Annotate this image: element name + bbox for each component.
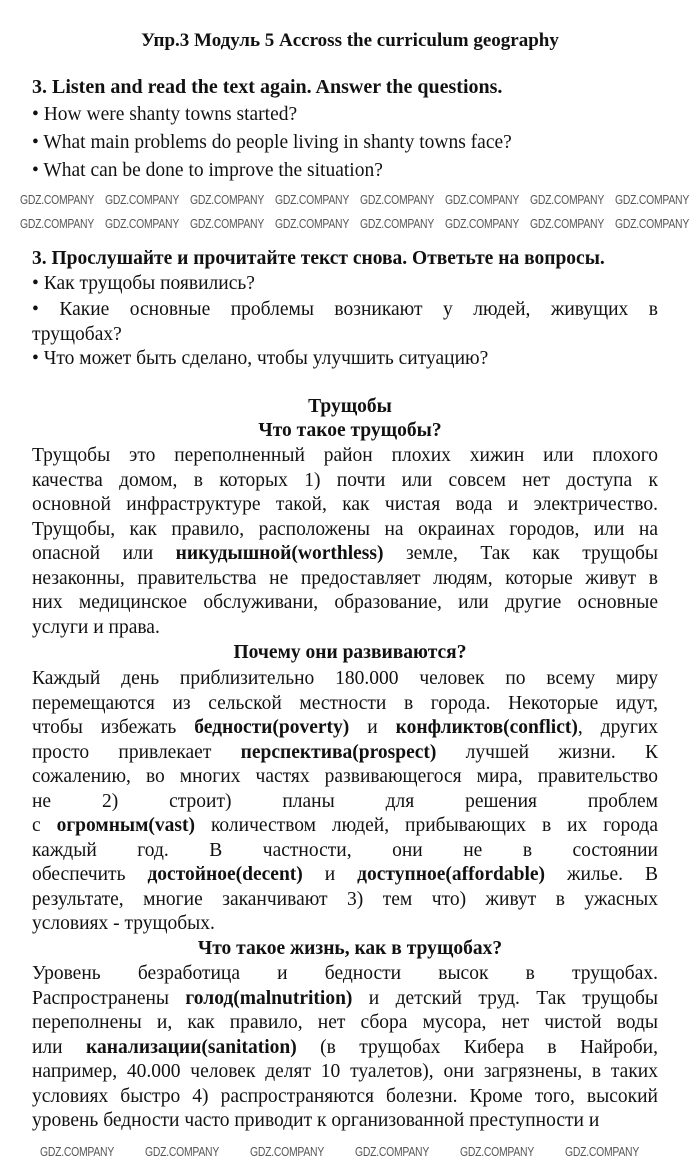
text-segment: результате, многие заканчивают 3) тем что) живут в ужасных bbox=[32, 888, 658, 910]
text-segment: , других bbox=[577, 717, 658, 738]
text-line bbox=[32, 591, 658, 616]
watermark: GDZ.COMPANY bbox=[190, 192, 265, 207]
section-body bbox=[32, 667, 658, 937]
watermark: GDZ.COMPANY bbox=[530, 192, 605, 207]
watermark: GDZ.COMPANY bbox=[20, 216, 95, 231]
text-segment: основной инфраструктуре такой, как чистая вода и электричество. bbox=[32, 494, 658, 515]
text-line bbox=[32, 542, 658, 567]
bold-term: канализации(sanitation) bbox=[86, 1036, 297, 1058]
text-line bbox=[32, 567, 658, 592]
question-continued: трущобах? bbox=[32, 323, 122, 345]
text-line bbox=[32, 814, 658, 839]
bold-term: конфликтов(conflict) bbox=[395, 717, 578, 738]
text-line bbox=[32, 912, 658, 937]
text-segment: Распространены bbox=[32, 987, 186, 1009]
watermark: GDZ.COMPANY bbox=[445, 216, 520, 231]
text-line bbox=[32, 469, 658, 494]
text-line bbox=[32, 1085, 658, 1110]
text-segment: опасной или bbox=[32, 543, 176, 564]
text-line bbox=[32, 1036, 658, 1061]
watermark: GDZ.COMPANY bbox=[190, 216, 265, 231]
text-segment: например, 40.000 человек делят 10 туалетов), они загрязнены, в таких bbox=[32, 1061, 658, 1082]
text-segment: лучшей жизни. К bbox=[436, 741, 658, 763]
bold-term: голод(malnutrition) bbox=[185, 987, 353, 1009]
russian-task-heading: 3. Прослушайте и прочитайте текст снова. Ответьте на вопросы. bbox=[32, 248, 605, 269]
text-segment: услуги и права. bbox=[32, 616, 160, 638]
text-line bbox=[32, 493, 658, 518]
text-segment: условиях быстро 4) распространяются болезни. Кроме того, высокий bbox=[32, 1085, 658, 1107]
text-segment: Каждый день приблизительно 180.000 человек по всему миру bbox=[32, 668, 658, 689]
text-segment: незаконны, правительства не предоставляет людям, которые живут в bbox=[32, 567, 658, 589]
bold-term: перспектива(prospect) bbox=[240, 741, 437, 763]
text-line bbox=[32, 790, 658, 815]
text-segment: чтобы избежать bbox=[32, 717, 195, 738]
section-heading: Что такое трущобы? bbox=[258, 420, 442, 441]
watermark: GDZ.COMPANY bbox=[360, 216, 435, 231]
text-line bbox=[32, 839, 658, 864]
text-segment: и bbox=[302, 864, 358, 885]
text-segment: них медицинское обслуживани, образование, или другие основные bbox=[32, 592, 658, 613]
russian-questions bbox=[32, 272, 658, 372]
text-segment: обеспечить bbox=[32, 864, 148, 885]
text-segment: количеством людей, прибывающих в их города bbox=[195, 815, 658, 836]
bold-term: бедности(poverty) bbox=[194, 717, 350, 738]
text-line bbox=[32, 987, 658, 1012]
section-heading: Что такое жизнь, как в трущобах? bbox=[197, 938, 503, 959]
text-line bbox=[32, 1011, 658, 1036]
question: • Что может быть сделано, чтобы улучшить ситуацию? bbox=[32, 348, 489, 369]
watermark: GDZ.COMPANY bbox=[20, 192, 95, 207]
text-segment: Уровень безработица и бедности высок в трущобах. bbox=[32, 963, 658, 984]
text-line bbox=[32, 616, 658, 641]
page-title: Упр.3 Модуль 5 Accross the curriculum geography bbox=[141, 30, 559, 51]
watermark: GDZ.COMPANY bbox=[145, 1144, 220, 1159]
watermark: GDZ.COMPANY bbox=[40, 1144, 115, 1159]
text-line bbox=[32, 888, 658, 913]
text-segment: жилье. В bbox=[545, 864, 658, 885]
text-segment: перемещаются из сельской местности в города. Некоторые идут, bbox=[32, 692, 658, 714]
watermark: GDZ.COMPANY bbox=[615, 216, 690, 231]
section-heading: Почему они развиваются? bbox=[233, 642, 467, 663]
watermark: GDZ.COMPANY bbox=[460, 1144, 535, 1159]
text-segment: с bbox=[32, 815, 57, 836]
text-segment: земле, Так как трущобы bbox=[383, 543, 658, 564]
text-segment: уровень бедности часто приводит к организованной преступности и bbox=[32, 1110, 600, 1131]
watermark: GDZ.COMPANY bbox=[360, 192, 435, 207]
bold-term: огромным(vast) bbox=[56, 815, 196, 836]
section-body bbox=[32, 444, 658, 640]
text-line bbox=[32, 1060, 658, 1085]
watermark: GDZ.COMPANY bbox=[565, 1144, 640, 1159]
question: • Какие основные проблемы возникают у людей, живущих в bbox=[32, 298, 658, 320]
text-line bbox=[32, 716, 658, 741]
question: • What can be done to improve the situation? bbox=[32, 160, 383, 181]
watermark: GDZ.COMPANY bbox=[250, 1144, 325, 1159]
english-task-heading: 3. Listen and read the text again. Answer the questions. bbox=[32, 76, 503, 98]
text-line bbox=[32, 741, 658, 766]
watermark: GDZ.COMPANY bbox=[275, 192, 350, 207]
question: • Как трущобы появились? bbox=[32, 273, 255, 294]
text-line bbox=[32, 765, 658, 790]
text-segment: сожалению, во многих частях развивающегося мира, правительство bbox=[32, 766, 658, 787]
text-segment: или bbox=[32, 1036, 87, 1058]
text-line bbox=[32, 667, 658, 692]
english-questions bbox=[32, 101, 512, 185]
bold-term: никудышной(worthless) bbox=[175, 543, 384, 564]
text-line bbox=[32, 692, 658, 717]
text-segment: каждый год. В частности, они не в состоянии bbox=[32, 839, 658, 861]
text-segment: и bbox=[349, 717, 396, 738]
watermark: GDZ.COMPANY bbox=[355, 1144, 430, 1159]
text-line bbox=[32, 962, 658, 987]
watermark: GDZ.COMPANY bbox=[105, 216, 180, 231]
watermark: GDZ.COMPANY bbox=[275, 216, 350, 231]
text-segment: не 2) строит) планы для решения проблем bbox=[32, 790, 658, 812]
bold-term: доступное(affordable) bbox=[357, 864, 546, 885]
text-segment: просто привлекает bbox=[32, 741, 241, 763]
bold-term: достойное(decent) bbox=[147, 864, 303, 885]
text-segment: качества домом, в которых 1) почти или совсем нет доступа к bbox=[32, 469, 658, 491]
watermark: GDZ.COMPANY bbox=[105, 192, 180, 207]
text-line bbox=[32, 444, 658, 469]
question: • What main problems do people living in shanty towns face? bbox=[32, 132, 512, 153]
question: • How were shanty towns started? bbox=[32, 104, 298, 125]
text-segment: и детский труд. Так трущобы bbox=[352, 987, 658, 1009]
watermark: GDZ.COMPANY bbox=[615, 192, 690, 207]
text-line bbox=[32, 863, 658, 888]
text-segment: (в трущобах Кибера в Найроби, bbox=[296, 1036, 658, 1058]
text-segment: Трущобы, как правило, расположены на окраинах городов, или на bbox=[32, 518, 658, 540]
text-title: Трущобы bbox=[308, 396, 392, 417]
text-segment: условиях - трущобых. bbox=[32, 913, 215, 934]
section-body bbox=[32, 962, 658, 1134]
text-line bbox=[32, 1109, 658, 1134]
watermark: GDZ.COMPANY bbox=[445, 192, 520, 207]
text-line bbox=[32, 518, 658, 543]
text-segment: переполнены и, как правило, нет сбора мусора, нет чистой воды bbox=[32, 1012, 658, 1033]
watermark: GDZ.COMPANY bbox=[530, 216, 605, 231]
text-segment: Трущобы это переполненный район плохих хижин или плохого bbox=[32, 445, 658, 466]
